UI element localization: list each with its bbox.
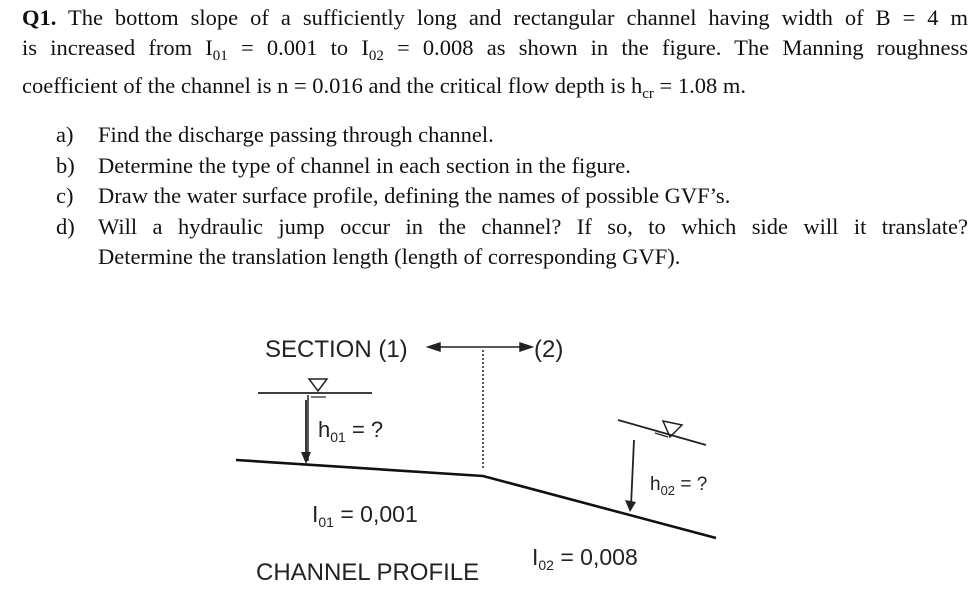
- h02-arrowhead: [625, 500, 636, 512]
- figure-caption: CHANNEL PROFILE: [256, 559, 480, 586]
- h01-label: $h_{01}$ = ?: [318, 417, 384, 445]
- i01-label: $I_{01} = 0,001$: [312, 501, 418, 530]
- i02-label: $I_{02} = 0,008$: [532, 544, 638, 573]
- question-line-1: Q1. The bottom slope of a sufficiently long and rectangular channel having width of B = 4 m: [22, 5, 968, 30]
- section-2-label: (2): [534, 336, 564, 363]
- part-d: d) Will a hydraulic jump occur in the channel? If so, to which side will it translate? Determine the translation length (length of corresponding GVF).: [56, 213, 968, 269]
- section-1-label: SECTION (1): [265, 336, 408, 363]
- h02-label: $h_{02}$ = ?: [650, 474, 708, 498]
- section-arrow: [428, 343, 532, 351]
- question-line-2: is increased from $I_{01} = 0.001$ to $I_{02} = 0.008$ as shown in the figure. The Manning roughness: [22, 35, 968, 64]
- h01-arrowhead: [301, 452, 311, 464]
- part-c: c) Draw the water surface profile, defining the names of possible GVF’s.: [56, 183, 731, 208]
- question-number: Q1.: [22, 5, 57, 30]
- part-b: b) Determine the type of channel in each section in the figure.: [56, 152, 631, 178]
- channel-bed: [236, 460, 716, 538]
- question-line-3: coefficient of the channel is n = 0.016 and the critical flow depth is $h_{cr} = 1.08$ m.: [22, 73, 746, 102]
- part-a: a) Find the discharge passing through channel.: [56, 122, 494, 147]
